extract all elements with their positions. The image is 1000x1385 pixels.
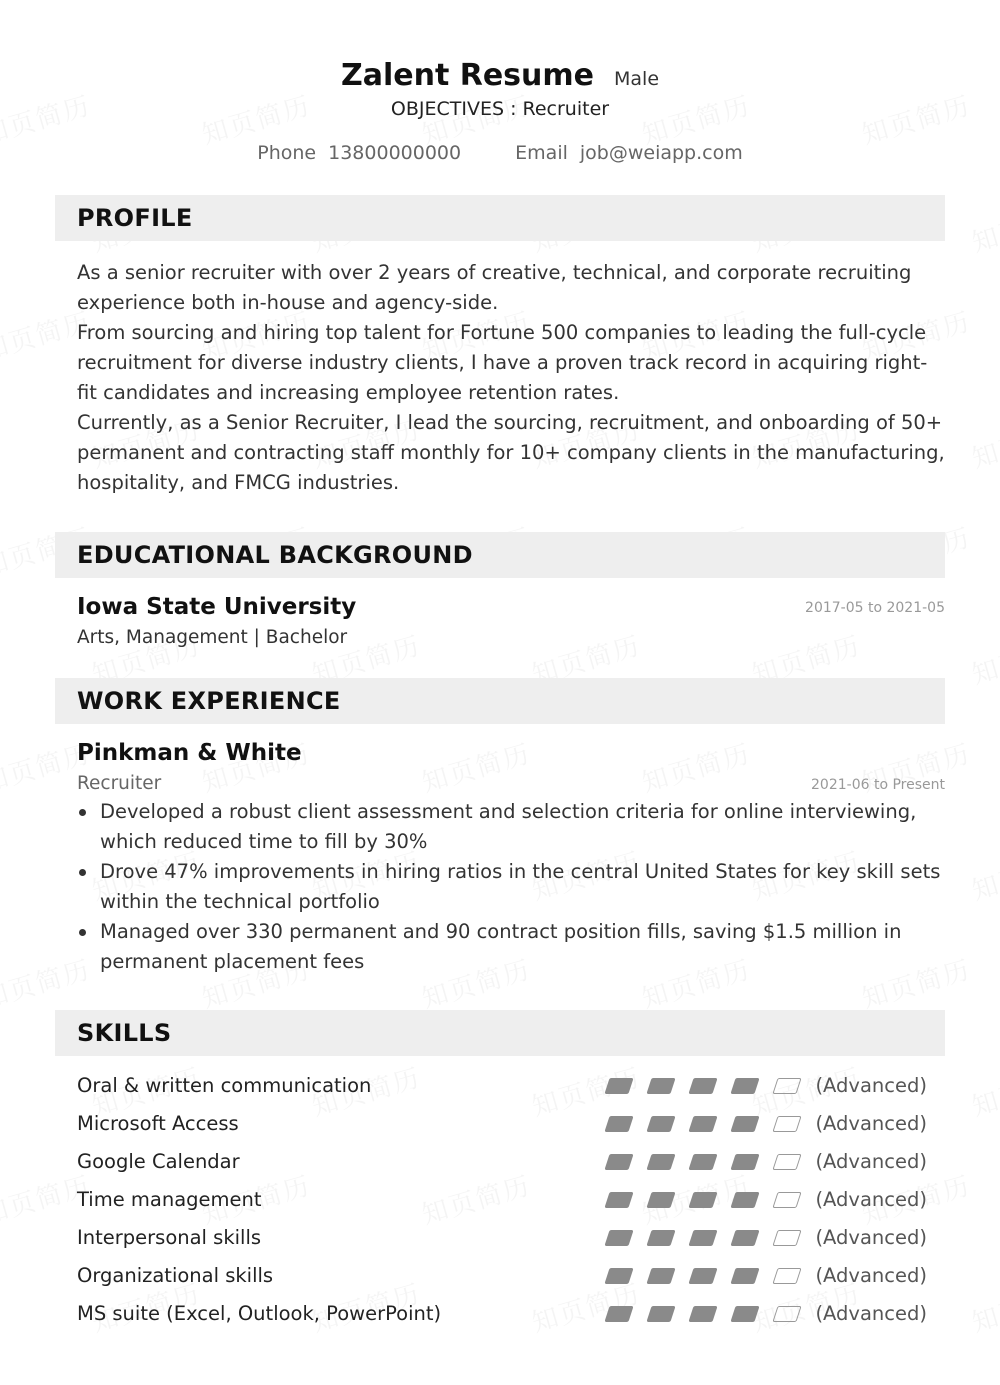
education-date: 2017-05 to 2021-05 [805,600,945,616]
watermark-text [967,1273,1000,1339]
objective-line [0,98,1000,120]
section-title-profile: PROFILE [77,204,193,232]
work-date: 2021-06 to Present [811,777,945,793]
watermark-text [967,193,1000,259]
objective-separator: : [504,98,523,120]
watermark-text [637,1381,755,1385]
skill-level-label: (Advanced) [815,1226,927,1249]
skill-segment-filled-icon [646,1078,675,1094]
skill-segment-filled-icon [604,1268,633,1284]
contact-line [0,142,1000,164]
watermark-text [0,1381,95,1385]
skill-segment-filled-icon [604,1078,633,1094]
skill-segment-filled-icon [688,1116,717,1132]
skill-segment-filled-icon [688,1230,717,1246]
skill-segment-filled-icon [604,1306,633,1322]
skill-level-label: (Advanced) [815,1112,927,1135]
skill-segment-filled-icon [730,1078,759,1094]
skill-segment-empty-icon [772,1116,801,1132]
work-bullet [77,797,947,857]
skill-segment-filled-icon [730,1154,759,1170]
skill-segment-filled-icon [646,1268,675,1284]
skill-name: Oral & written communication [77,1074,372,1097]
skill-row [77,1295,927,1333]
section-header-work [55,678,945,724]
watermark-text [967,1057,1000,1123]
skill-name: Time management [77,1188,262,1211]
section-title-education: EDUCATIONAL BACKGROUND [77,541,473,569]
watermark-text [857,1381,975,1385]
name-line [0,56,1000,96]
phone-label: Phone [257,142,317,164]
work-bullet-list [77,797,947,977]
objective-value: Recruiter [522,98,610,120]
skill-name: Organizational skills [77,1264,274,1287]
skill-segment-filled-icon [688,1078,717,1094]
email-contact [515,142,743,164]
skill-segment-empty-icon [772,1078,801,1094]
phone-contact [257,142,461,164]
section-header-skills [55,1010,945,1056]
watermark-text [417,733,535,799]
candidate-name: Zalent Resume [340,58,595,93]
skill-segment-filled-icon [646,1116,675,1132]
watermark-text [637,733,755,799]
email-label: Email [515,142,568,164]
skill-name: Microsoft Access [77,1112,239,1135]
skill-segment-filled-icon [604,1116,633,1132]
skill-segment-empty-icon [772,1192,801,1208]
skill-row [77,1219,927,1257]
watermark-text [417,1381,535,1385]
bullet-dot-icon [79,809,86,816]
candidate-gender: Male [614,68,660,90]
skill-segment-empty-icon [772,1154,801,1170]
education-school: Iowa State University [77,594,357,620]
skill-name: Interpersonal skills [77,1226,262,1249]
skill-level-label: (Advanced) [815,1264,927,1287]
watermark-text [967,625,1000,691]
section-header-education [55,532,945,578]
skill-level-label: (Advanced) [815,1074,927,1097]
work-bullet [77,917,947,977]
skill-name: Google Calendar [77,1150,240,1173]
skill-segment-filled-icon [688,1154,717,1170]
skill-segment-filled-icon [646,1192,675,1208]
skill-level-label: (Advanced) [815,1150,927,1173]
skill-segment-empty-icon [772,1306,801,1322]
skill-segment-filled-icon [604,1192,633,1208]
skill-segment-empty-icon [772,1230,801,1246]
watermark-text [967,409,1000,475]
skill-segment-filled-icon [646,1306,675,1322]
watermark-text [967,841,1000,907]
objective-label: OBJECTIVES [390,98,505,120]
bullet-dot-icon [79,929,86,936]
skill-segment-filled-icon [730,1116,759,1132]
work-company: Pinkman & White [77,740,302,766]
section-title-work: WORK EXPERIENCE [77,687,341,715]
skill-row [77,1067,927,1105]
work-bullet-text: Drove 47% improvements in hiring ratios in the central United States for key skill sets within the technical portfolio [100,860,941,913]
skill-segment-filled-icon [688,1192,717,1208]
skill-segment-filled-icon [688,1306,717,1322]
bullet-dot-icon [79,869,86,876]
profile-paragraph: From sourcing and hiring top talent for Fortune 500 companies to leading the full-cycle recruitment for diverse industry clients, I have a proven track record in acquiring right-fit candidates and increasing employee retention rates. [77,321,928,404]
skill-row [77,1181,927,1219]
section-title-skills: SKILLS [77,1019,172,1047]
profile-paragraph: Currently, as a Senior Recruiter, I lead the sourcing, recruitment, and onboarding of 50+ permanent and contracting staff monthly for 10+ company clients in the manufacturing, hospitality, and FMCG industries. [77,411,945,494]
skill-segment-filled-icon [604,1154,633,1170]
skill-segment-filled-icon [730,1230,759,1246]
skills-list [77,1067,927,1333]
work-bullet-text: Managed over 330 permanent and 90 contract position fills, saving $1.5 million in permanent placement fees [100,920,902,973]
skill-segment-filled-icon [730,1192,759,1208]
watermark-text [197,1381,315,1385]
skill-row [77,1105,927,1143]
phone-value: 13800000000 [328,142,462,164]
email-value: job@weiapp.com [579,142,743,164]
work-bullet-text: Developed a robust client assessment and selection criteria for online interviewing, which reduced time to fill by 30% [100,800,917,853]
section-header-profile [55,195,945,241]
profile-text [77,258,947,498]
skill-level-label: (Advanced) [815,1302,927,1325]
profile-paragraph: As a senior recruiter with over 2 years of creative, technical, and corporate recruiting experience both in-house and agency-side. [77,261,912,314]
skill-segment-empty-icon [772,1268,801,1284]
skill-segment-filled-icon [730,1306,759,1322]
skill-name: MS suite (Excel, Outlook, PowerPoint) [77,1302,442,1325]
resume-header [0,56,1000,96]
work-role: Recruiter [77,773,162,794]
skill-segment-filled-icon [688,1268,717,1284]
work-bullet [77,857,947,917]
skill-row [77,1143,927,1181]
education-degree: Arts, Management | Bachelor [77,627,348,648]
skill-segment-filled-icon [604,1230,633,1246]
skill-segment-filled-icon [646,1230,675,1246]
skill-row [77,1257,927,1295]
skill-segment-filled-icon [646,1154,675,1170]
skill-segment-filled-icon [730,1268,759,1284]
skill-level-label: (Advanced) [815,1188,927,1211]
